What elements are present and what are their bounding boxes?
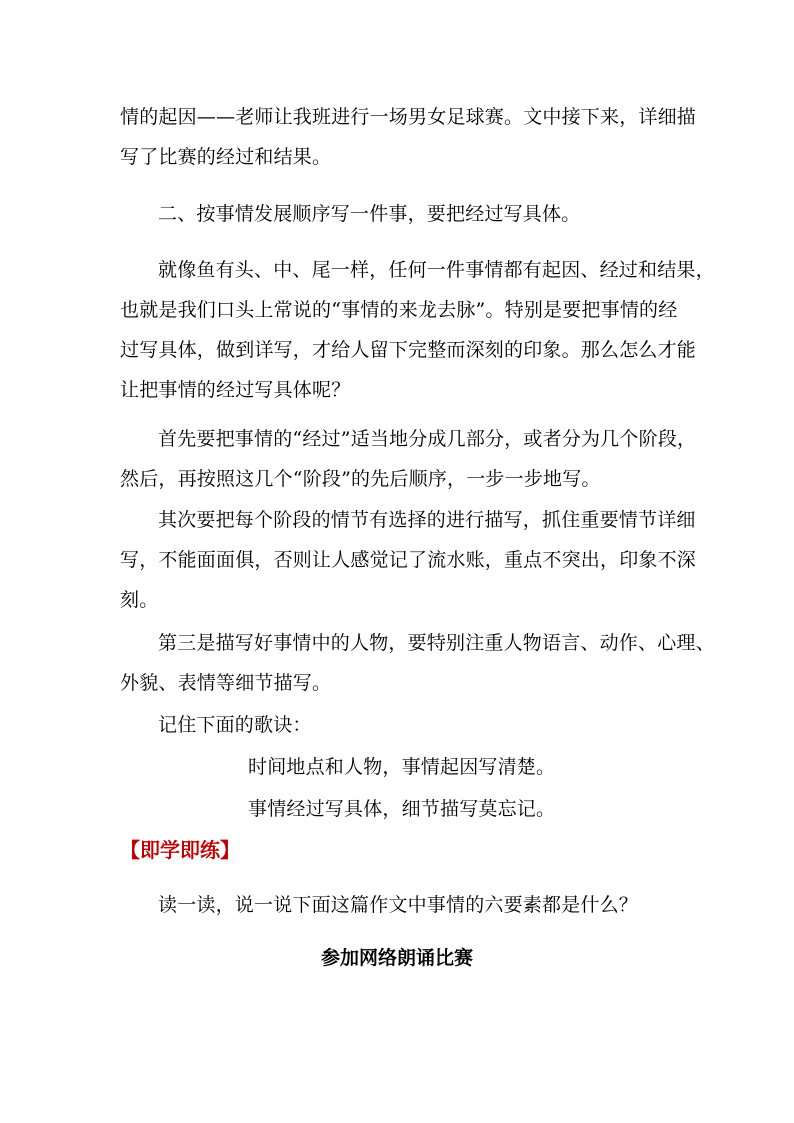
paragraph-line: 过写具体，做到详写，才给人留下完整而深刻的印象。那么怎么才能: [120, 339, 697, 361]
paragraph-line: 写，不能面面俱，否则让人感觉记了流水账，重点不突出，印象不深: [120, 549, 697, 571]
paragraph-line: 让把事情的经过写具体呢？: [120, 379, 351, 401]
paragraph-line: 也就是我们口头上常说的“事情的来龙去脉”。特别是要把事情的经: [120, 299, 678, 321]
paragraph-line: 第三是描写好事情中的人物，要特别注重人物语言、动作、心理、: [158, 632, 715, 654]
verse-line: 事情经过写具体，细节描写莫忘记。: [248, 798, 556, 820]
paragraph-line: 刻。: [120, 589, 159, 611]
practice-section-heading: 【即学即练】: [120, 838, 240, 862]
exercise-prompt: 读一读，说一说下面这篇作文中事情的六要素都是什么？: [158, 894, 639, 916]
paragraph-line: 外貌、表情等细节描写。: [120, 672, 332, 694]
paragraph-line: 然后，再按照这几个“阶段”的先后顺序，一步一步地写。: [120, 468, 601, 490]
paragraph-line: 其次要把每个阶段的情节有选择的进行描写，抓住重要情节详细: [158, 509, 696, 531]
verse-line: 时间地点和人物，事情起因写清楚。: [248, 756, 556, 778]
paragraph-line: 情的起因——老师让我班进行一场男女足球赛。文中接下来，详细描: [120, 106, 697, 128]
paragraph-line: 记住下面的歌诀：: [158, 714, 312, 736]
essay-title: 参加网络朗诵比赛: [320, 947, 473, 969]
paragraph-line: 首先要把事情的“经过”适当地分成几部分，或者分为几个阶段，: [158, 428, 697, 450]
paragraph-line: 写了比赛的经过和结果。: [120, 146, 332, 168]
section-heading-two: 二、按事情发展顺序写一件事，要把经过写具体。: [158, 203, 581, 225]
paragraph-line: 就像鱼有头、中、尾一样，任何一件事情都有起因、经过和结果，: [158, 259, 715, 281]
